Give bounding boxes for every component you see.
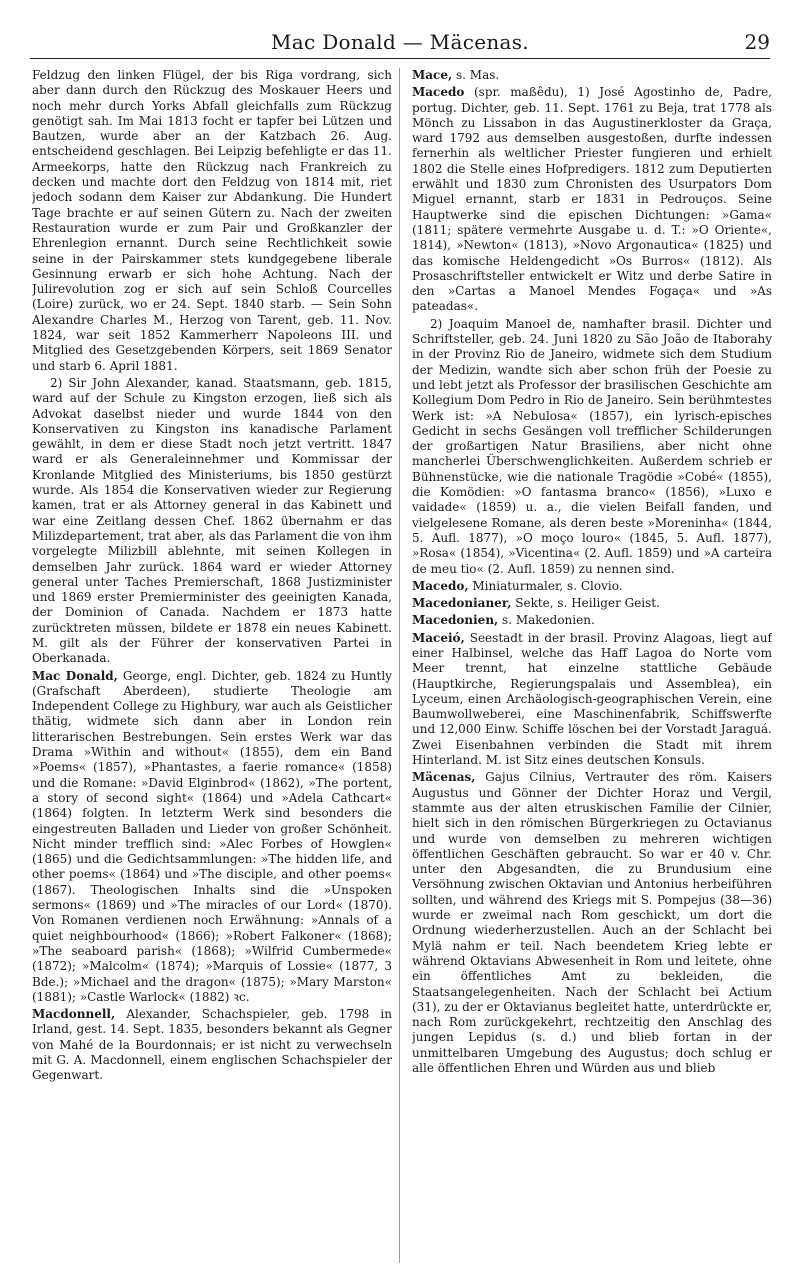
- left-column: [32, 68, 392, 1263]
- dictionary-entry: [32, 669, 392, 1006]
- running-header: [30, 22, 770, 59]
- right-column: [412, 68, 772, 1263]
- entry-text: George, engl. Dichter, geb. 1824 zu Huntly (Grafschaft Aberdeen), studierte Theologie am Independent College zu Highbury, war auch als Geistlicher thätig, widmete sich dann aber in London rein litterarischen Bestrebungen. Sein erstes Werk war das Drama »Within and without« (1855), dem ein Band »Poems« (1857), »Phantastes, a faerie romance« (1858) und die Romane: »David Elginbrod« (1862), »The portent, a story of second sight« (1864) und »Adela Cathcart« (1864) folgten. In letzterm Werk sind besonders die eingestreuten Balladen und Lieder von großer Schönheit. Nicht minder trefflich sind: »Alec Forbes of Howglen« (1865) und die Gedichtsammlungen: »The hidden life, and other poems« (1864) und »The disciple, and other poems« (1867). Theologischen Inhalts sind die »Unspoken sermons« (1869) und »The miracles of our Lord« (1870). Von Romanen verdienen noch Erwähnung: »Annals of a quiet neighbourhood« (1866); »Robert Falkoner« (1868); »The seaboard parish« (1868); »Wilfrid Cumbermede« (1872); »Malcolm« (1874); »Marquis of Lossie« (1877, 3 Bde.); »Michael and the dragon« (1875); »Mary Marston« (1881); »Castle Warlock« (1882) ꝛc.: [32, 668, 392, 1004]
- entry-headword: Macedo: [412, 85, 465, 100]
- entry-text: 2) Joaquim Manoel de, namhafter brasil. Dichter und Schriftsteller, geb. 24. Juni 1820 zu São João de Itaborahy in der Provinz Rio de Janeiro, widmete sich dem Studium der Medizin, wandte sich aber schon früh der Poesie zu und lebt jetzt als Professor der brasilischen Geschichte am Kollegium Dom Pedro in Rio de Janeiro. Sein berühmtestes Werk ist: »A Nebulosa« (1857), ein lyrisch-episches Gedicht in sechs Gesängen voll trefflicher Schilderungen der großartigen Natur Brasiliens, aber nicht ohne mancherlei Überschwenglichkeiten. Außerdem schrieb er Bühnenstücke, wie die nationale Tragödie »Cobé« (1855), die Komödien: »O fantasma branco« (1856), »Luxo e vaidade« (1859) u. a., die vielen Beifall fanden, und vielgelesene Romane, als deren beste »Moreninha« (1844, 5. Aufl. 1877), »O moço louro« (1845, 5. Aufl. 1877), »Rosa« (1854), »Vicentina« (2. Aufl. 1859) und »A carteira de meu tio« (2. Aufl. 1859) zu nennen sind.: [412, 316, 772, 576]
- page-number: 29: [744, 30, 770, 54]
- entry-text: Miniaturmaler, s. Clovio.: [468, 578, 623, 593]
- entry-headword: Mäcenas,: [412, 770, 476, 785]
- entry-text: Gajus Cilnius, Vertrauter des röm. Kaisers Augustus und Gönner der Dichter Horaz und Vergil, stammte aus der alten etruskischen Familie der Cilnier, hielt sich in den römischen Bürgerkriegen zu Octavianus und wurde von demselben zu mehreren wichtigen öffentlichen Geschäften gebraucht. So war er 40 v. Chr. unter den Abgesandten, die zu Brundusium eine Versöhnung zwischen Oktavian und Antonius herbeiführen sollten, und während des Kriegs mit S. Pompejus (38—36) wurde er zweimal nach Rom geschickt, um dort die Ordnung wiederherzustellen. Auch an der Schlacht bei Mylä nahm er teil. Nach beendetem Krieg lebte er während Oktavians Abwesenheit in Rom und leitete, ohne ein öffentliches Amt zu bekleiden, die Staatsangelegenheiten. Nach der Schlacht bei Actium (31), zu der er Oktavianus begleitet hatte, unterdrückte er, nach Rom zurückgekehrt, rechtzeitig den Anschlag des jungen Lepidus (s. d.) und blieb fortan in der unmittelbaren Umgebung des Augustus; doch schlug er alle öffentlichen Ehren und Würden aus und blieb: [412, 770, 772, 1075]
- entry-text: s. Makedonien.: [498, 613, 595, 628]
- dictionary-entry: [412, 613, 772, 628]
- dictionary-entry: [412, 596, 772, 611]
- dictionary-entry: [412, 770, 772, 1076]
- entry-headword: Macedonianer,: [412, 596, 512, 611]
- entry-headword: Macdonnell,: [32, 1007, 116, 1022]
- entry-headword: Macedonien,: [412, 613, 499, 628]
- entry-text: Sekte, s. Heiliger Geist.: [511, 596, 660, 611]
- entry-text: Feldzug den linken Flügel, der bis Riga vordrang, sich aber dann durch den Rückzug des Moskauer Heers und noch mehr durch Yorks Abfall gleichfalls zum Rückzug genötigt sah. Im Mai 1813 focht er tapfer bei Lützen und Bautzen, wurde aber an der Katzbach 26. Aug. entscheidend geschlagen. Bei Leipzig befehligte er das 11. Armeekorps, hatte den Rückzug nach Frankreich zu decken und machte dort den Feldzug von 1814 mit, riet jedoch sodann dem Kaiser zur Abdankung. Die Hundert Tage brachte er auf seinen Gütern zu. Nach der zweiten Restauration wurde er zum Pair und Großkanzler der Ehrenlegion ernannt. Durch seine Rechtlichkeit sowie seine in der Pairskammer stets kundgegebene liberale Gesinnung erwarb er sich hohe Achtung. Nach der Julirevolution zog er sich auf sein Schloß Courcelles (Loire) zurück, wo er 24. Sept. 1840 starb. — Sein Sohn Alexandre Charles M., Herzog von Tarent, geb. 11. Nov. 1824, war seit 1852 Kammerherr Napoleons III. und Mitglied des Gesetzgebenden Körpers, seit 1869 Senator und starb 6. April 1881.: [32, 68, 392, 373]
- dictionary-entry: [412, 579, 772, 594]
- entry-headword: Maceió,: [412, 630, 465, 645]
- entry-headword: Mac Donald,: [32, 668, 118, 683]
- entry-headword: Mace,: [412, 68, 453, 82]
- dictionary-entry: [412, 317, 772, 577]
- entry-text: 2) Sir John Alexander, kanad. Staatsmann, geb. 1815, ward auf der Schule zu Kingston erzogen, ließ sich als Advokat daselbst nieder und wurde 1844 von den Konservativen zu Kingston ins kanadische Parlament gewählt, in dem er diese Stadt noch jetzt vertritt. 1847 ward er als Generaleinnehmer und Kommissar der Kronlande Mitglied des Ministeriums, bis 1850 gestürzt wurde. Als 1854 die Konservativen wieder zur Regierung kamen, trat er als Attorney general in das Kabinett und war eine Zeitlang dessen Chef. 1862 übernahm er das Milizdepartement, trat aber, als das Parlament die von ihm vorgelegte Milizbill ablehnte, mit seinen Kollegen in demselben Jahr zurück. 1864 ward er wieder Attorney general unter Taches Premierschaft, 1868 Justizminister und 1869 erster Premierminister des geeinigten Kanada, der Dominion of Canada. Nachdem er 1873 hatte zurücktreten müssen, bildete er 1878 ein neues Kabinett. M. gilt als der Führer der konservativen Partei in Oberkanada.: [32, 375, 392, 666]
- page-title: Mac Donald — Mäcenas.: [271, 30, 529, 54]
- entry-headword: Macedo,: [412, 578, 469, 593]
- dictionary-entry: [412, 68, 772, 83]
- dictionary-entry: [412, 631, 772, 769]
- column-divider: [399, 68, 400, 1263]
- entry-text: s. Mas.: [452, 68, 500, 82]
- entry-text: Seestadt in der brasil. Provinz Alagoas, liegt auf einer Halbinsel, welche das Haff Lagoa do Norte vom Meer trennt, hat einzelne stattliche Gebäude (Hauptkirche, Regierungspalais und Assemblea), ein Lyceum, einen Archäologisch-geographischen Verein, eine Baumwollweberei, eine Maschinenfabrik, Schiffswerfte und 12,000 Einw. Schiffe löschen bei der Vorstadt Jaraguá. Zwei Eisenbahnen verbinden die Stadt mit ihrem Hinterland. M. ist Sitz eines deutschen Konsuls.: [412, 630, 772, 768]
- dictionary-entry: [32, 1007, 392, 1083]
- entry-text: Alexander, Schachspieler, geb. 1798 in Irland, gest. 14. Sept. 1835, besonders bekannt als Gegner von Mahé de la Bourdonnais; er ist nicht zu verwechseln mit G. A. Macdonnell, einem englischen Schachspieler der Gegenwart.: [32, 1007, 392, 1083]
- dictionary-entry: [412, 85, 772, 314]
- entry-text: (spr. maßêdu), 1) José Agostinho de, Padre, portug. Dichter, geb. 11. Sept. 1761 zu Beja, trat 1778 als Mönch zu Lissabon in das Augustinerkloster da Graça, ward 1792 aus demselben ausgestoßen, durfte indessen fernerhin als weltlicher Priester fungieren und erhielt 1802 die Stelle eines Hofpredigers. 1812 zum Deputierten erwählt und 1830 zum Chronisten des Usurpators Dom Miguel ernannt, starb er 1831 in Pedrouços. Seine Hauptwerke sind die epischen Dichtungen: »Gama« (1811; spätere vermehrte Ausgabe u. d. T.: »O Oriente«, 1814), »Newton« (1813), »Novo Argonautica« (1825) und das komische Heldengedicht »Os Burros« (1812). Als Prosaschriftsteller entwickelt er Witz und derbe Satire in den »Cartas a Manoel Mendes Fogaça« und »As pateadas«.: [412, 85, 772, 314]
- dictionary-entry: [32, 376, 392, 667]
- dictionary-entry: [32, 68, 392, 374]
